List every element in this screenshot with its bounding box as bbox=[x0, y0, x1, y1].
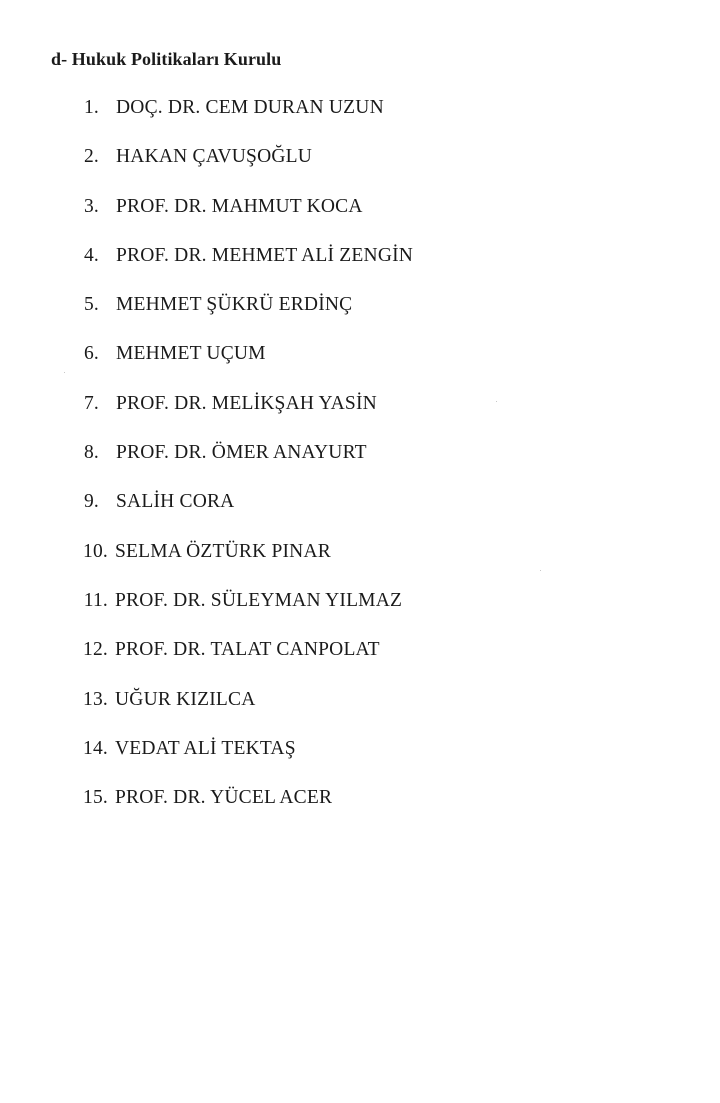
member-name: SALİH CORA bbox=[116, 491, 235, 513]
scan-speck bbox=[496, 401, 497, 402]
member-number: 8. bbox=[83, 442, 99, 464]
member-name: MEHMET ŞÜKRÜ ERDİNÇ bbox=[116, 294, 353, 316]
member-name: SELMA ÖZTÜRK PINAR bbox=[115, 540, 331, 562]
member-name: PROF. DR. SÜLEYMAN YILMAZ bbox=[115, 589, 403, 611]
member-number: 5. bbox=[83, 294, 99, 316]
member-name: HAKAN ÇAVUŞOĞLU bbox=[116, 146, 313, 168]
member-number: 3. bbox=[83, 195, 99, 217]
member-name: VEDAT ALİ TEKTAŞ bbox=[115, 737, 296, 759]
member-number: 9. bbox=[83, 491, 99, 513]
member-number: 14. bbox=[83, 737, 108, 759]
member-name: PROF. DR. MAHMUT KOCA bbox=[116, 195, 363, 217]
member-name: PROF. DR. MELİKŞAH YASİN bbox=[116, 392, 377, 414]
member-number: 6. bbox=[83, 343, 99, 365]
member-name: PROF. DR. TALAT CANPOLAT bbox=[115, 639, 380, 661]
member-name: PROF. DR. MEHMET ALİ ZENGİN bbox=[116, 244, 414, 266]
member-number: 7. bbox=[83, 392, 99, 414]
member-number: 13. bbox=[83, 688, 108, 710]
member-name: MEHMET UÇUM bbox=[116, 343, 266, 365]
member-number: 10. bbox=[83, 540, 108, 562]
scan-speck bbox=[540, 570, 541, 571]
member-number: 12. bbox=[83, 639, 108, 661]
member-number: 15. bbox=[83, 787, 108, 809]
member-name: PROF. DR. ÖMER ANAYURT bbox=[116, 442, 367, 464]
member-number: 2. bbox=[83, 146, 99, 168]
member-number: 11. bbox=[83, 589, 108, 611]
member-name: UĞUR KIZILCA bbox=[115, 688, 256, 710]
section-heading: d- Hukuk Politikaları Kurulu bbox=[51, 49, 282, 69]
scan-speck bbox=[64, 372, 65, 373]
member-number: 1. bbox=[83, 97, 99, 118]
member-number: 4. bbox=[83, 244, 99, 266]
member-name: DOÇ. DR. CEM DURAN UZUN bbox=[116, 97, 384, 118]
member-name: PROF. DR. YÜCEL ACER bbox=[115, 787, 333, 809]
